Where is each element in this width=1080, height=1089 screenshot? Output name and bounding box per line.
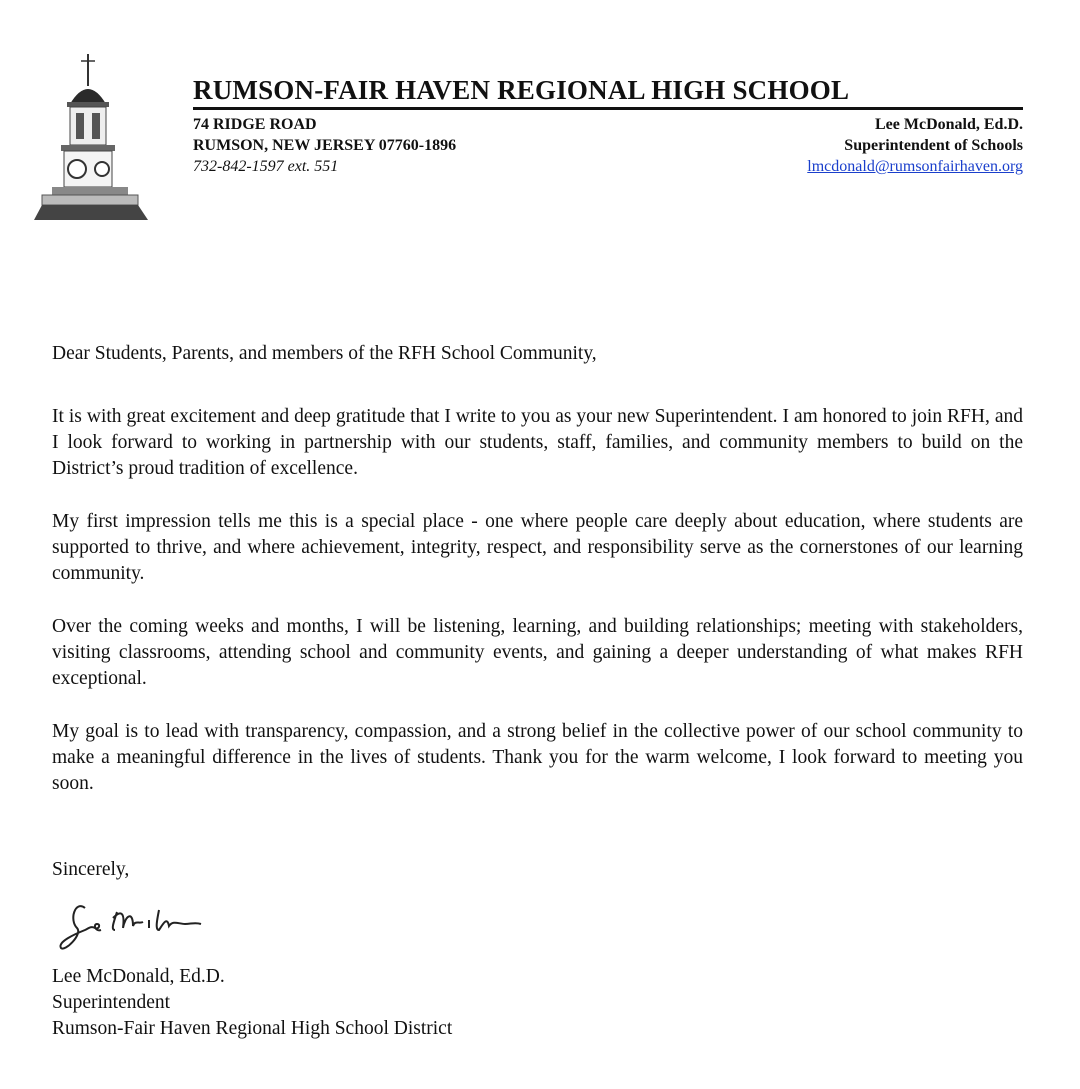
closing: Sincerely, (52, 859, 130, 880)
sender-name: Lee McDonald, Ed.D. (875, 116, 1023, 133)
address-line-1: 74 RIDGE ROAD (193, 116, 317, 133)
sender-info (807, 114, 1023, 177)
sender-title: Superintendent of Schools (844, 137, 1023, 154)
handwritten-signature-icon (55, 890, 245, 960)
address-line-2: RUMSON, NEW JERSEY 07760-1896 (193, 137, 457, 154)
clock-tower-icon (30, 52, 150, 220)
signer-title: Superintendent (52, 992, 171, 1013)
paragraph-3: Over the coming weeks and months, I will be listening, learning, and building relationships; meeting with stakeholders, visiting classrooms, attending school and community events, and gaining a deeper understanding of what makes RFH exceptional. (52, 616, 1023, 689)
school-address (193, 114, 456, 177)
salutation: Dear Students, Parents, and members of the RFH School Community, (52, 343, 597, 364)
letterhead (193, 74, 1023, 177)
paragraph-1: It is with great excitement and deep gratitude that I write to you as your new Superintendent. I am honored to join RFH, and I look forward to working in partnership with our students, staff, families, and community members to build on the District’s proud tradition of excellence. (52, 406, 1023, 479)
letter-body (52, 341, 1023, 824)
signer-name: Lee McDonald, Ed.D. (52, 966, 225, 987)
email-link[interactable]: lmcdonald@rumsonfairhaven.org (807, 158, 1023, 175)
header-rule (193, 107, 1023, 110)
paragraph-2: My first impression tells me this is a special place - one where people care deeply about education, where students are supported to thrive, and where achievement, integrity, respect, and responsibility serve as the cornerstones of our learning community. (52, 511, 1023, 584)
paragraph-4: My goal is to lead with transparency, compassion, and a strong belief in the collective power of our school community to make a meaningful difference in the lives of students. Thank you for the warm welcome, I look forward to meeting you soon. (52, 721, 1023, 794)
school-name: RUMSON-FAIR HAVEN REGIONAL HIGH SCHOOL (193, 75, 850, 105)
signer-organization: Rumson-Fair Haven Regional High School District (52, 1018, 453, 1039)
signature-block (52, 964, 452, 1042)
phone-number: 732-842-1597 ext. 551 (193, 158, 339, 175)
